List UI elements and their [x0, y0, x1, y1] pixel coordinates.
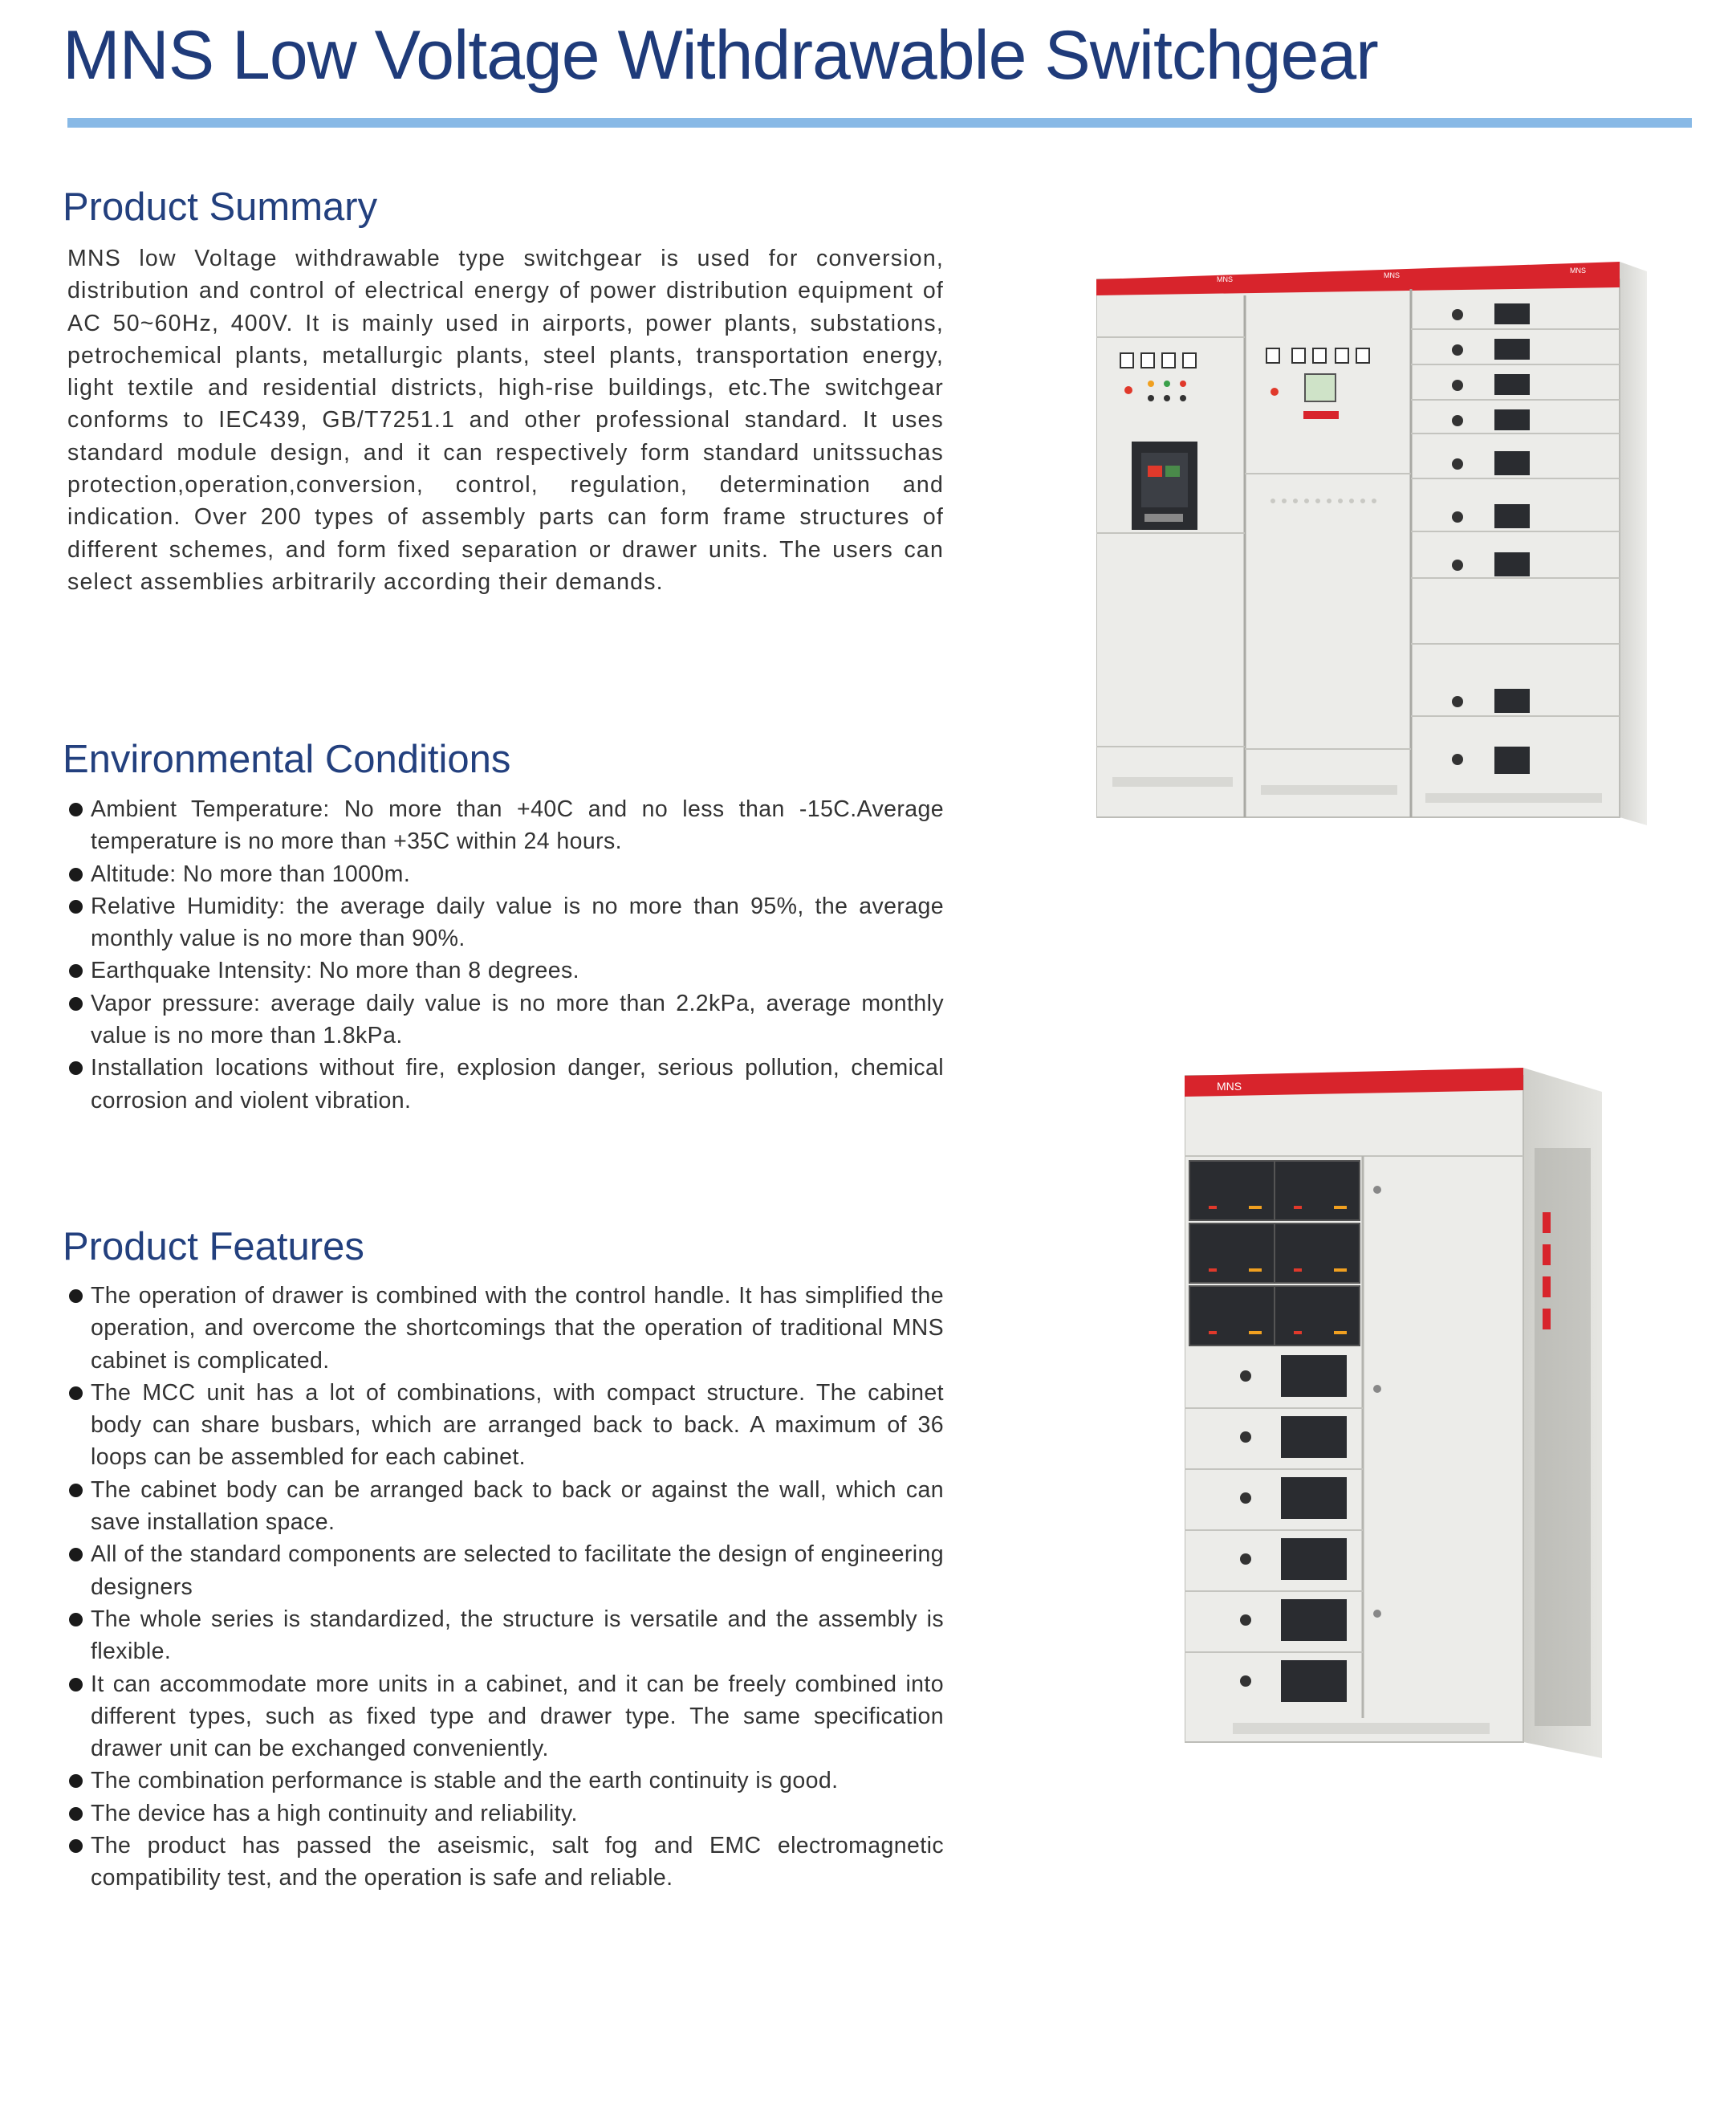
page-title: MNS Low Voltage Withdrawable Switchgear: [63, 17, 1378, 94]
top-brand-label-1: MNS: [1217, 275, 1233, 283]
switchgear-cabinet-photo: [1096, 255, 1647, 825]
product-features-heading: Product Features: [63, 1225, 364, 1268]
list-item: It can accommodate more units in a cabinet, and it can be freely combined into different types, such as fixed type and drawer type. The same specification drawer unit can be exchanged conveniently.: [67, 1668, 944, 1765]
list-item: Altitude: No more than 1000m.: [67, 858, 944, 890]
product-summary-heading: Product Summary: [63, 185, 378, 229]
top-brand-label-2: MNS: [1384, 271, 1400, 279]
list-item: The whole series is standardized, the structure is versatile and the assembly is flexible.: [67, 1603, 944, 1668]
list-item: The combination performance is stable and the earth continuity is good.: [67, 1765, 944, 1797]
list-item: Vapor pressure: average daily value is no more than 2.2kPa, average monthly value is no more than 1.8kPa.: [67, 987, 944, 1052]
product-features-list: [67, 1280, 944, 1895]
environmental-conditions-heading: Environmental Conditions: [63, 738, 511, 781]
list-item: All of the standard components are selected to facilitate the design of engineering designers: [67, 1538, 944, 1603]
top-brand-label-3: MNS: [1570, 267, 1586, 275]
environmental-conditions-list: [67, 793, 944, 1117]
mcc-cabinet-photo: [1185, 1052, 1602, 1758]
bottom-brand-label: MNS: [1217, 1080, 1242, 1093]
list-item: The device has a high continuity and reliability.: [67, 1797, 944, 1830]
title-divider: [67, 118, 1692, 128]
list-item: The product has passed the aseismic, salt fog and EMC electromagnetic compatibility test, and the operation is safe and reliable.: [67, 1830, 944, 1895]
product-summary-text: MNS low Voltage withdrawable type switchgear is used for conversion, distribution and control of electrical energy of power distribution equipment of AC 50~60Hz, 400V. It is mainly used in airports, power plants, substations, petrochemical plants, metallurgic plants, steel plants, transportation energy, light textile and residential districts, high-rise buildings, etc.The switchgear conforms to IEC439, GB/T7251.1 and other professional standard. It uses standard module design, and it can respectively form standard unitssuchas protection,operation,conversion, control, regulation, determination and indication. Over 200 types of assembly parts can form frame structures of different schemes, and form fixed separation or drawer units. The users can select assemblies arbitrarily according their demands.: [67, 246, 944, 595]
list-item: The MCC unit has a lot of combinations, with compact structure. The cabinet body can share busbars, which are arranged back to back. A maximum of 36 loops can be assembled for each cabinet.: [67, 1377, 944, 1474]
list-item: Installation locations without fire, explosion danger, serious pollution, chemical corrosion and violent vibration.: [67, 1052, 944, 1117]
list-item: The operation of drawer is combined with the control handle. It has simplified the operation, and overcome the shortcomings that the operation of traditional MNS cabinet is complicated.: [67, 1280, 944, 1377]
list-item: The cabinet body can be arranged back to back or against the wall, which can save installation space.: [67, 1474, 944, 1539]
list-item: Relative Humidity: the average daily value is no more than 95%, the average monthly value is no more than 90%.: [67, 890, 944, 955]
list-item: Ambient Temperature: No more than +40C and no less than -15C.Average temperature is no more than +35C within 24 hours.: [67, 793, 944, 858]
list-item: Earthquake Intensity: No more than 8 degrees.: [67, 955, 944, 987]
